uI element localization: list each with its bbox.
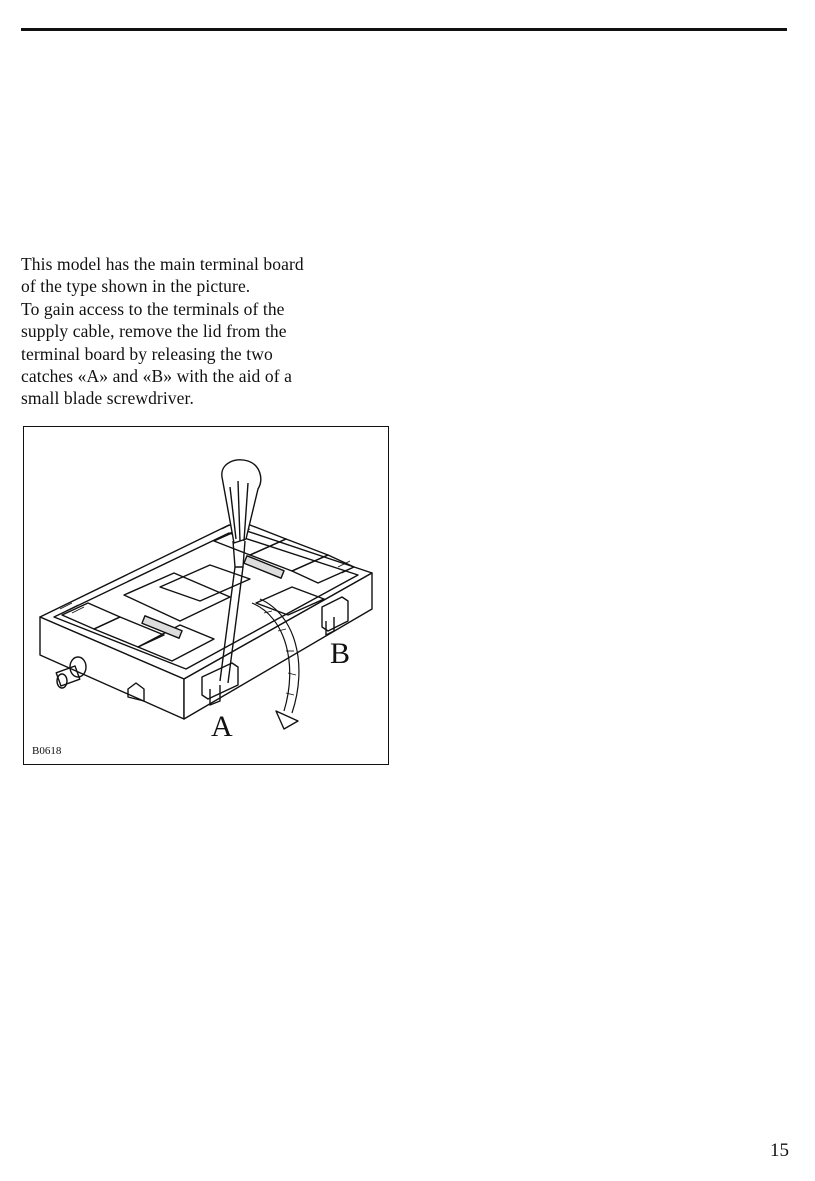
page-number: 15 bbox=[770, 1140, 789, 1161]
header-rule bbox=[21, 28, 787, 31]
paragraph-line: supply cable, remove the lid from the bbox=[21, 321, 287, 342]
paragraph-line: This model has the main terminal board bbox=[21, 254, 304, 274]
paragraph-line: catches «A» and «B» with the aid of a bbox=[21, 366, 292, 387]
terminal-board-illustration bbox=[24, 427, 390, 766]
paragraph-line: of the type shown in the picture. bbox=[21, 276, 251, 297]
paragraph-line: To gain access to the terminals of the bbox=[21, 298, 285, 319]
paragraph-line: terminal board by releasing the two bbox=[21, 343, 273, 364]
terminal-board-figure bbox=[23, 426, 389, 765]
catch-a-label: A bbox=[211, 710, 233, 743]
figure-code: B0618 bbox=[32, 745, 62, 757]
instruction-paragraph bbox=[21, 253, 381, 410]
catch-b-label: B bbox=[330, 637, 351, 670]
paragraph-line: small blade screwdriver. bbox=[21, 388, 194, 409]
